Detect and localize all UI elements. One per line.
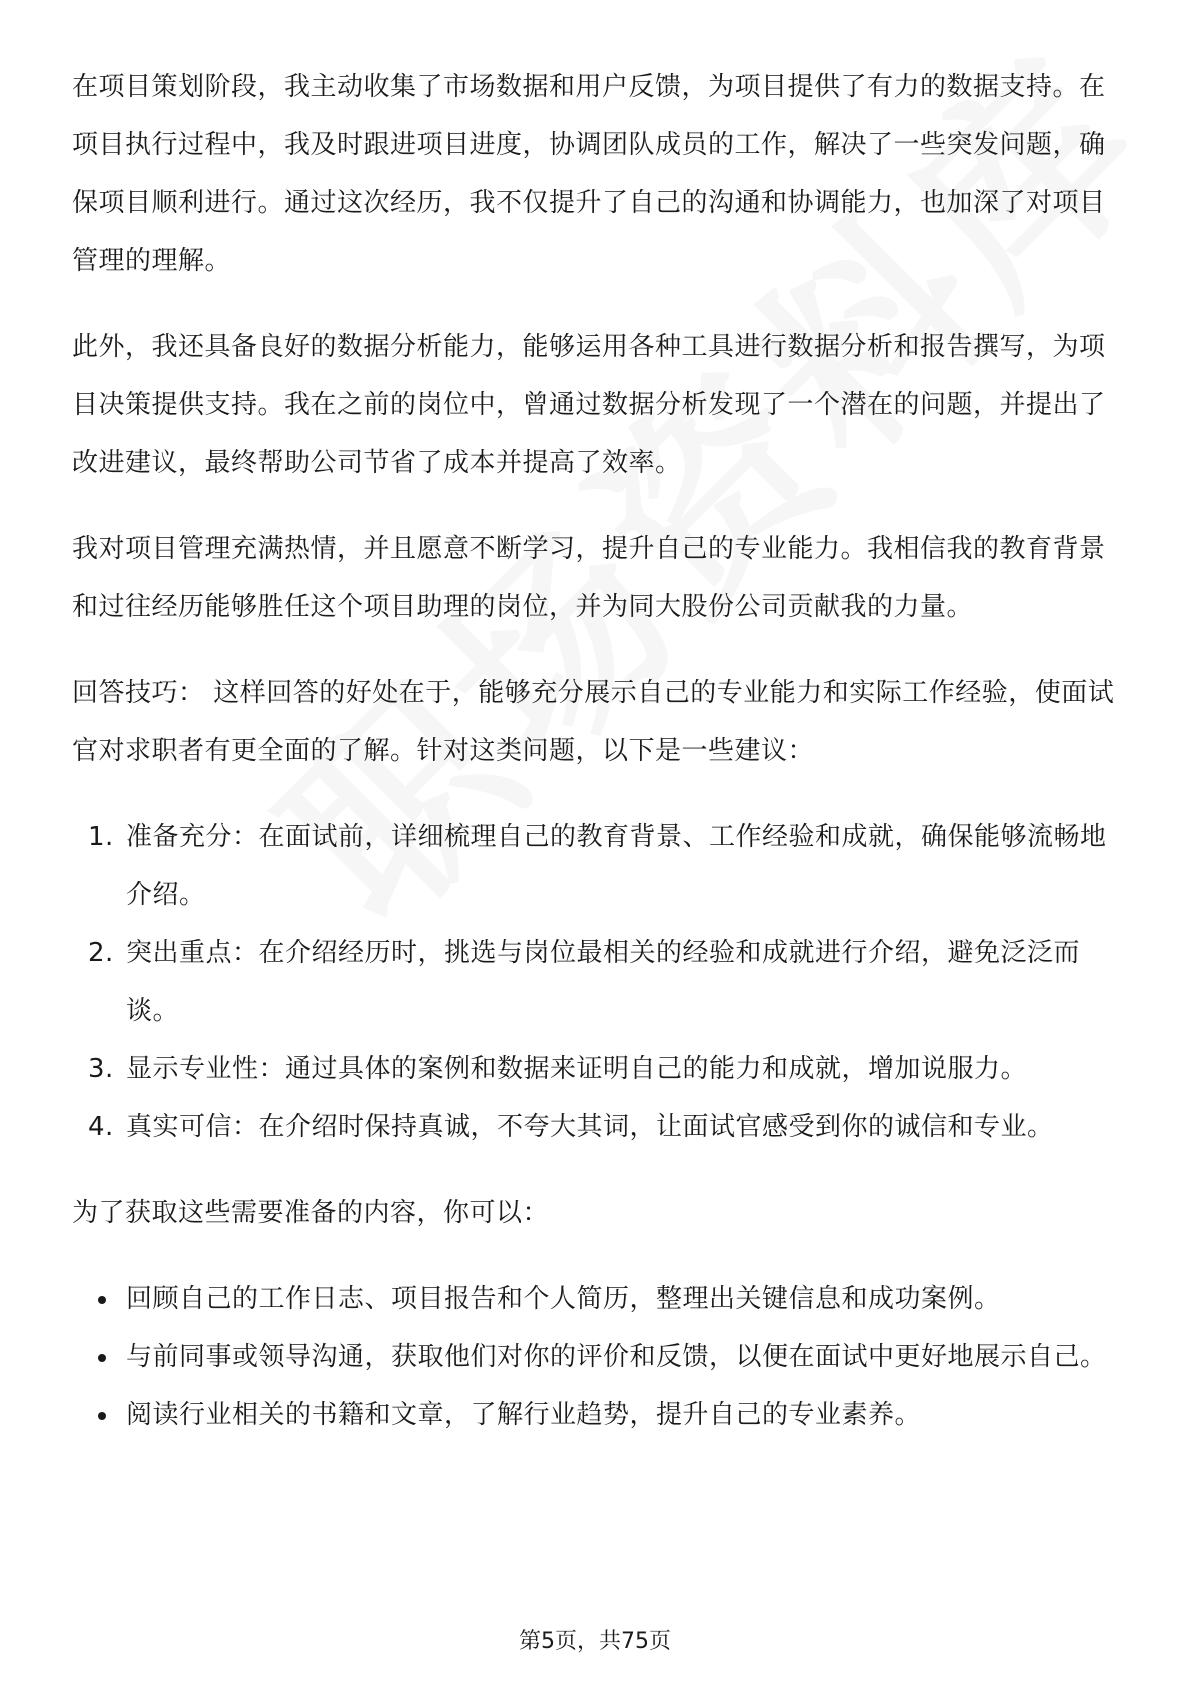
paragraph-project-experience: 在项目策划阶段，我主动收集了市场数据和用户反馈，为项目提供了有力的数据支持。在项目执行过程中，我及时跟进项目进度，协调团队成员的工作，解决了一些突发问题，确保项目顺利进行。通过这次经历，我不仅提升了自己的沟通和协调能力，也加深了对项目管理的理解。 [72, 72, 1106, 276]
list-number: 2. [88, 938, 114, 968]
bullet-icon [98, 1412, 106, 1420]
list-item [72, 1328, 1120, 1386]
list-number: 3. [88, 1054, 114, 1084]
list-item [72, 808, 1120, 924]
list-number: 1. [88, 822, 114, 852]
list-number: 4. [88, 1112, 114, 1142]
list-item-text: 显示专业性：通过具体的案例和数据来证明自己的能力和成就，增加说服力。 [126, 1054, 1028, 1084]
paragraph-passion: 我对项目管理充满热情，并且愿意不断学习，提升自己的专业能力。我相信我的教育背景和过往经历能够胜任这个项目助理的岗位，并为同大股份公司贡献我的力量。 [72, 534, 1106, 622]
prep-bullet-list [72, 1270, 1120, 1444]
list-item-text: 与前同事或领导沟通，获取他们对你的评价和反馈，以便在面试中更好地展示自己。 [126, 1342, 1107, 1372]
list-item [72, 1040, 1120, 1098]
list-item-text: 回顾自己的工作日志、项目报告和个人简历，整理出关键信息和成功案例。 [126, 1284, 1001, 1314]
document-body [72, 58, 1120, 1472]
list-item-text: 阅读行业相关的书籍和文章，了解行业趋势，提升自己的专业素养。 [126, 1400, 922, 1430]
paragraph-data-analysis: 此外，我还具备良好的数据分析能力，能够运用各种工具进行数据分析和报告撰写，为项目决策提供支持。我在之前的岗位中，曾通过数据分析发现了一个潜在的问题，并提出了改进建议，最终帮助公司节省了成本并提高了效率。 [72, 332, 1106, 478]
bullet-icon [98, 1296, 106, 1304]
list-item [72, 1386, 1120, 1444]
list-item [72, 924, 1120, 1040]
bullet-icon [98, 1354, 106, 1362]
list-item [72, 1270, 1120, 1328]
list-item-text: 突出重点：在介绍经历时，挑选与岗位最相关的经验和成就进行介绍，避免泛泛而谈。 [126, 938, 1081, 1026]
paragraph-answer-tips: 回答技巧： 这样回答的好处在于，能够充分展示自己的专业能力和实际工作经验，使面试官对求职者有更全面的了解。针对这类问题，以下是一些建议： [72, 678, 1115, 766]
list-item-text: 准备充分：在面试前，详细梳理自己的教育背景、工作经验和成就，确保能够流畅地介绍。 [126, 822, 1107, 910]
paragraph-prep-intro: 为了获取这些需要准备的内容，你可以： [72, 1198, 550, 1228]
list-item-text: 真实可信：在介绍时保持真诚，不夸大其词，让面试官感受到你的诚信和专业。 [126, 1112, 1054, 1142]
page-number-footer: 第5页，共75页 [519, 1629, 671, 1654]
suggestions-list [72, 808, 1120, 1156]
list-item [72, 1098, 1120, 1156]
